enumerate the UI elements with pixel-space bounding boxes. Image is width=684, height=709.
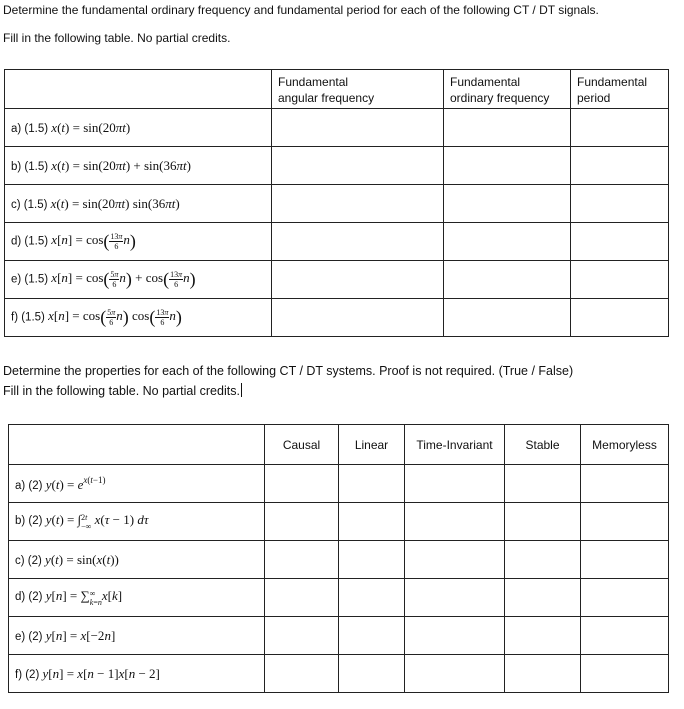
- answer-cell[interactable]: [265, 541, 339, 579]
- answer-cell[interactable]: [405, 579, 505, 617]
- header-angular-frequency: Fundamental angular frequency: [272, 70, 444, 109]
- answer-cell[interactable]: [339, 465, 405, 503]
- row-label: e) (2) y[n] = x[−2n]: [9, 617, 265, 655]
- answer-cell[interactable]: [505, 541, 581, 579]
- header-linear: Linear: [339, 425, 405, 465]
- answer-cell[interactable]: [581, 465, 669, 503]
- header-stable: Stable: [505, 425, 581, 465]
- answer-cell[interactable]: [339, 579, 405, 617]
- answer-cell[interactable]: [405, 465, 505, 503]
- answer-cell[interactable]: [405, 617, 505, 655]
- row-label: f) (2) y[n] = x[n − 1]x[n − 2]: [9, 655, 265, 693]
- row-label: b) (2) y(t) = ∫ 2t −∞ x(τ − 1) dτ: [9, 503, 265, 541]
- answer-cell[interactable]: [272, 299, 444, 337]
- table-row: [9, 503, 669, 541]
- instruction-2: Determine the properties for each of the following CT / DT systems. Proof is not required. (True / False): [3, 364, 574, 378]
- answer-cell[interactable]: [581, 617, 669, 655]
- answer-cell[interactable]: [444, 109, 571, 147]
- table-row: [9, 655, 669, 693]
- row-label: a) (1.5) x(t) = sin(20πt): [5, 109, 272, 147]
- table-row: [5, 261, 669, 299]
- answer-cell[interactable]: [265, 655, 339, 693]
- table-row: [5, 299, 669, 337]
- table-row: [9, 465, 669, 503]
- answer-cell[interactable]: [571, 299, 669, 337]
- text-cursor: [241, 383, 242, 397]
- answer-cell[interactable]: [571, 223, 669, 261]
- answer-cell[interactable]: [505, 655, 581, 693]
- answer-cell[interactable]: [505, 503, 581, 541]
- answer-cell[interactable]: [444, 185, 571, 223]
- answer-cell[interactable]: [272, 223, 444, 261]
- answer-cell[interactable]: [505, 579, 581, 617]
- properties-table: [8, 424, 669, 693]
- answer-cell[interactable]: [571, 185, 669, 223]
- answer-cell[interactable]: [571, 147, 669, 185]
- table-row: [5, 223, 669, 261]
- answer-cell[interactable]: [339, 503, 405, 541]
- header-empty: [5, 70, 272, 109]
- answer-cell[interactable]: [581, 655, 669, 693]
- row-label: f) (1.5) x[n] = cos( $\frac{5\pi}{6}$ n) cos( $\frac{13\pi}{6}$ n): [5, 299, 272, 337]
- header-causal: Causal: [265, 425, 339, 465]
- answer-cell[interactable]: [405, 503, 505, 541]
- row-label: c) (2) y(t) = sin(x(t)): [9, 541, 265, 579]
- answer-cell[interactable]: [265, 617, 339, 655]
- header-period: Fundamental period: [571, 70, 669, 109]
- answer-cell[interactable]: [339, 655, 405, 693]
- table-row: [5, 147, 669, 185]
- answer-cell[interactable]: [444, 299, 571, 337]
- subinstruction-1: Fill in the following table. No partial credits.: [3, 31, 231, 45]
- table-row: [9, 579, 669, 617]
- answer-cell[interactable]: [405, 541, 505, 579]
- subinstruction-2: Fill in the following table. No partial credits.: [3, 384, 240, 398]
- header-time-invariant: Time-Invariant: [405, 425, 505, 465]
- row-label: b) (1.5) x(t) = sin(20πt) + sin(36πt): [5, 147, 272, 185]
- answer-cell[interactable]: [265, 503, 339, 541]
- answer-cell[interactable]: [444, 147, 571, 185]
- frequency-table: [4, 69, 669, 337]
- row-label: e) (1.5) x[n] = cos( $\frac{5\pi}{6}$ n) + cos( $\frac{13\pi}{6}$ n): [5, 261, 272, 299]
- answer-cell[interactable]: [265, 579, 339, 617]
- answer-cell[interactable]: [571, 261, 669, 299]
- answer-cell[interactable]: [581, 503, 669, 541]
- table-row: [5, 185, 669, 223]
- answer-cell[interactable]: [272, 261, 444, 299]
- answer-cell[interactable]: [505, 617, 581, 655]
- table-row: [9, 541, 669, 579]
- answer-cell[interactable]: [339, 541, 405, 579]
- answer-cell[interactable]: [444, 223, 571, 261]
- answer-cell[interactable]: [265, 465, 339, 503]
- header-empty: [9, 425, 265, 465]
- answer-cell[interactable]: [505, 465, 581, 503]
- table-row: [9, 617, 669, 655]
- answer-cell[interactable]: [581, 541, 669, 579]
- row-label: d) (2) y[n] = ∑ ∞ k=n x[k]: [9, 579, 265, 617]
- answer-cell[interactable]: [571, 109, 669, 147]
- table-row: [5, 109, 669, 147]
- answer-cell[interactable]: [272, 147, 444, 185]
- row-label: d) (1.5) x[n] = cos( $\frac{13\pi}{6}$ n): [5, 223, 272, 261]
- answer-cell[interactable]: [339, 617, 405, 655]
- header-memoryless: Memoryless: [581, 425, 669, 465]
- answer-cell[interactable]: [272, 109, 444, 147]
- answer-cell[interactable]: [581, 579, 669, 617]
- header-ordinary-frequency: Fundamental ordinary frequency: [444, 70, 571, 109]
- row-label: a) (2) $y(t) = e^{x(t-1)}$: [9, 465, 265, 503]
- row-label: c) (1.5) x(t) = sin(20πt) sin(36πt): [5, 185, 272, 223]
- answer-cell[interactable]: [272, 185, 444, 223]
- instruction-1: Determine the fundamental ordinary frequency and fundamental period for each of the following CT / DT signals.: [3, 3, 599, 17]
- answer-cell[interactable]: [444, 261, 571, 299]
- answer-cell[interactable]: [405, 655, 505, 693]
